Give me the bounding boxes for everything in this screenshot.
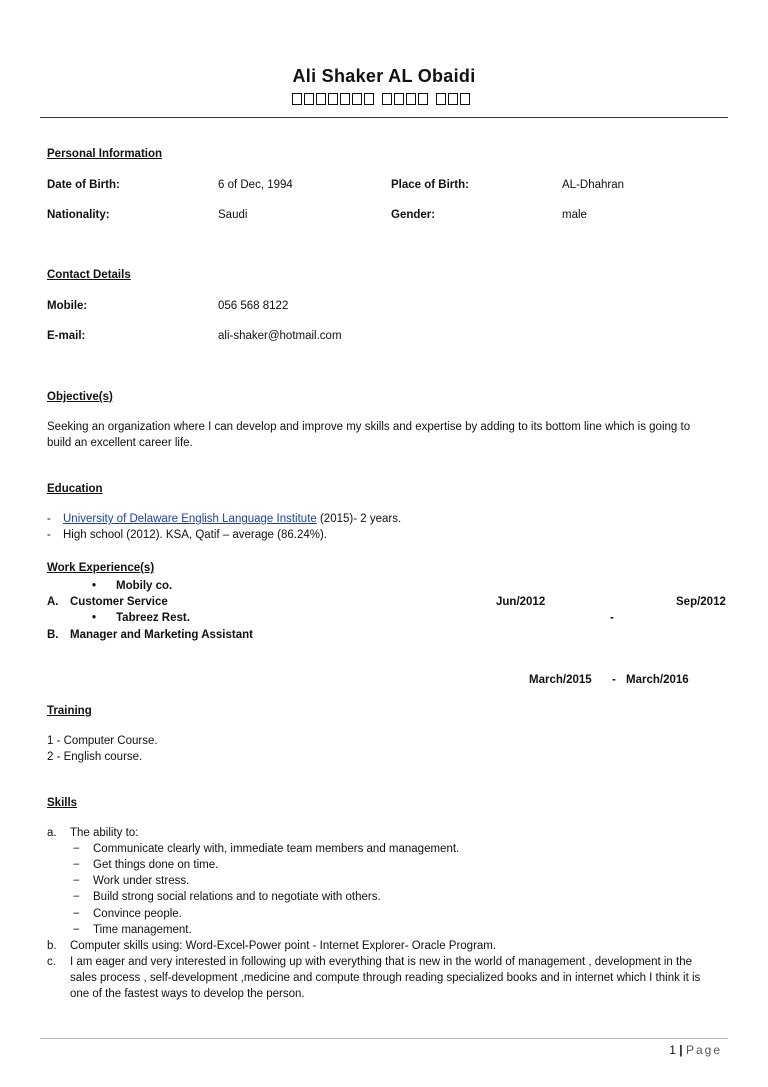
skill-a-text: The ability to: bbox=[70, 827, 139, 839]
bullet-1: • bbox=[92, 580, 97, 592]
skills-heading: Skills bbox=[47, 797, 78, 809]
company-2: Tabreez Rest. bbox=[116, 612, 190, 624]
missing-glyph-box bbox=[460, 93, 470, 105]
missing-glyph-box bbox=[394, 93, 404, 105]
role-1-start: Jun/2012 bbox=[496, 596, 546, 608]
pob-value: AL-Dhahran bbox=[562, 179, 625, 191]
training-item-1: 1 - Computer Course. bbox=[47, 735, 158, 747]
education-dash-2: - bbox=[47, 529, 51, 541]
personal-info-heading: Personal Information bbox=[47, 148, 163, 160]
dob-label: Date of Birth: bbox=[47, 179, 120, 191]
arabic-word-2 bbox=[381, 93, 429, 105]
training-heading: Training bbox=[47, 705, 92, 717]
missing-glyph-box bbox=[448, 93, 458, 105]
dob-value: 6 of Dec, 1994 bbox=[218, 179, 293, 191]
role-b-marker: B. bbox=[47, 629, 59, 641]
education-dash-1: - bbox=[47, 513, 51, 525]
sub-marker-2: − bbox=[73, 859, 80, 871]
sub-marker-4: − bbox=[73, 891, 80, 903]
role-1-end: Sep/2012 bbox=[676, 596, 726, 608]
role-2-end: March/2016 bbox=[626, 674, 689, 686]
missing-glyph-box bbox=[340, 93, 350, 105]
page-word: Page bbox=[685, 1043, 722, 1057]
skill-c-line-1: I am eager and very interested in following up with everything that is new in the world of management , development in the bbox=[70, 956, 692, 968]
university-link[interactable]: University of Delaware English Language Institute bbox=[63, 513, 317, 525]
training-item-2: 2 - English course. bbox=[47, 751, 143, 763]
skill-sub-1: Communicate clearly with, immediate team members and management. bbox=[93, 843, 460, 855]
education-item-1-rest: (2015)- 2 years. bbox=[316, 513, 402, 525]
missing-glyph-box bbox=[352, 93, 362, 105]
missing-glyph-box bbox=[292, 93, 302, 105]
sub-marker-6: − bbox=[73, 924, 80, 936]
candidate-name: Ali Shaker AL Obaidi bbox=[292, 66, 476, 86]
sub-marker-5: − bbox=[73, 908, 80, 920]
mobile-value: 056 568 8122 bbox=[218, 300, 289, 312]
mobile-label: Mobile: bbox=[47, 300, 88, 312]
skill-sub-5: Convince people. bbox=[93, 908, 182, 920]
objective-line-1: Seeking an organization where I can develop and improve my skills and expertise by adding to its bottom line which is going to bbox=[47, 421, 691, 433]
missing-glyph-box bbox=[406, 93, 416, 105]
skill-c-line-3: one of the fastest ways to develop the person. bbox=[70, 988, 305, 1000]
page-footer bbox=[669, 1043, 722, 1057]
contact-heading: Contact Details bbox=[47, 269, 131, 281]
arabic-name-glyphs bbox=[0, 93, 768, 105]
arabic-word-1 bbox=[291, 93, 375, 105]
missing-glyph-box bbox=[316, 93, 326, 105]
gender-label: Gender: bbox=[391, 209, 436, 221]
arabic-word-3 bbox=[435, 93, 471, 105]
skill-b-marker: b. bbox=[47, 940, 57, 952]
gender-value: male bbox=[562, 209, 587, 221]
role-2-start: March/2015 bbox=[529, 674, 592, 686]
education-heading: Education bbox=[47, 483, 103, 495]
missing-glyph-box bbox=[382, 93, 392, 105]
role-a-marker: A. bbox=[47, 596, 59, 608]
skill-c-line-2: sales process , self-development ,medicine and compute through reading specialized books and in internet which I think it is bbox=[70, 972, 701, 984]
sub-marker-3: − bbox=[73, 875, 80, 887]
objective-heading: Objective(s) bbox=[47, 391, 113, 403]
pob-label: Place of Birth: bbox=[391, 179, 469, 191]
role-1: Customer Service bbox=[70, 596, 168, 608]
page-separator: | bbox=[679, 1043, 683, 1057]
email-value: ali-shaker@hotmail.com bbox=[218, 330, 342, 342]
skill-c-marker: c. bbox=[47, 956, 56, 968]
missing-glyph-box bbox=[304, 93, 314, 105]
work-heading: Work Experience(s) bbox=[47, 562, 155, 574]
page-number: 1 bbox=[669, 1043, 676, 1057]
email-label: E-mail: bbox=[47, 330, 86, 342]
skill-sub-6: Time management. bbox=[93, 924, 192, 936]
education-item-2: High school (2012). KSA, Qatif – average (86.24%). bbox=[63, 529, 328, 541]
objective-line-2: build an excellent career life. bbox=[47, 437, 193, 449]
nationality-label: Nationality: bbox=[47, 209, 110, 221]
sub-marker-1: − bbox=[73, 843, 80, 855]
company-1: Mobily co. bbox=[116, 580, 173, 592]
missing-glyph-box bbox=[418, 93, 428, 105]
skill-sub-4: Build strong social relations and to negotiate with others. bbox=[93, 891, 381, 903]
missing-glyph-box bbox=[328, 93, 338, 105]
missing-glyph-box bbox=[364, 93, 374, 105]
skill-sub-2: Get things done on time. bbox=[93, 859, 219, 871]
skill-b-text: Computer skills using: Word-Excel-Power point - Internet Explorer- Oracle Program. bbox=[70, 940, 497, 952]
skill-sub-3: Work under stress. bbox=[93, 875, 190, 887]
skill-a-marker: a. bbox=[47, 827, 57, 839]
header-divider bbox=[40, 117, 728, 118]
education-item-1 bbox=[63, 513, 401, 525]
bullet-2: • bbox=[92, 612, 97, 624]
role-2: Manager and Marketing Assistant bbox=[70, 629, 253, 641]
role-2-dash: - bbox=[612, 674, 616, 686]
date-dash: - bbox=[610, 612, 614, 624]
missing-glyph-box bbox=[436, 93, 446, 105]
nationality-value: Saudi bbox=[218, 209, 248, 221]
footer-divider bbox=[40, 1038, 728, 1039]
